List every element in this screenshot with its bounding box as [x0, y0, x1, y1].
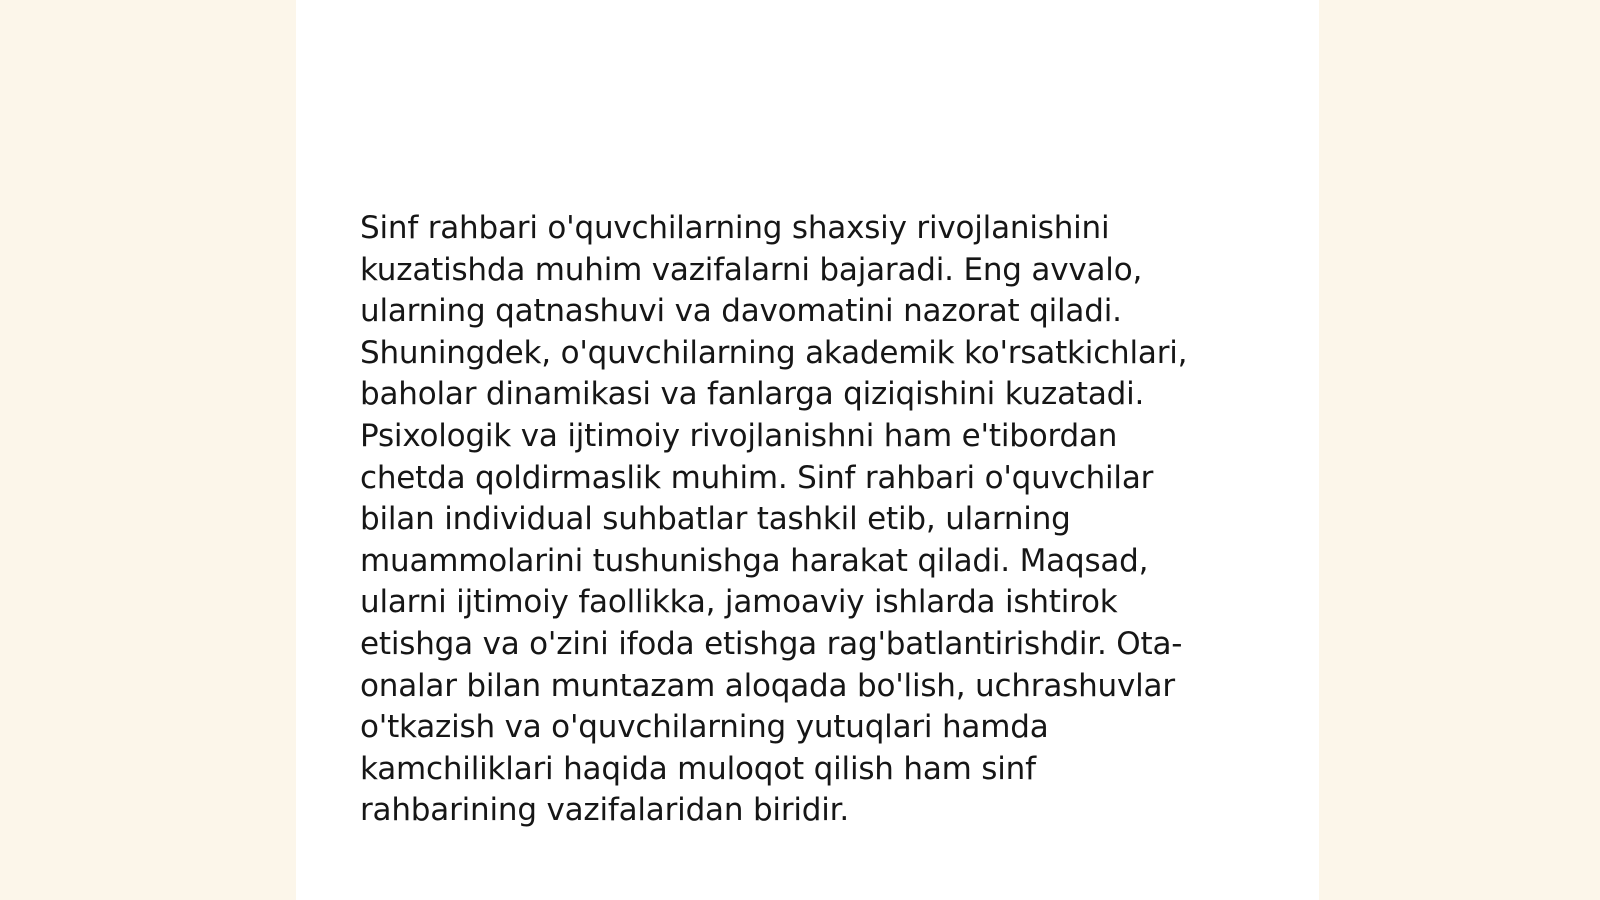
paragraph-line: bilan individual suhbatlar tashkil etib, ularning [360, 501, 1071, 538]
paragraph-line: muammolarini tushunishga harakat qiladi. Maqsad, [360, 542, 1149, 579]
paragraph-line: Shuningdek, o'quvchilarning akademik ko'rsatkichlari, [360, 334, 1188, 371]
paragraph-line: baholar dinamikasi va fanlarga qiziqishini kuzatadi. [360, 376, 1145, 413]
paragraph-line: rahbarining vazifalaridan biridir. [360, 792, 850, 829]
paragraph-line: Psixologik va ijtimoiy rivojlanishni ham e'tibordan [360, 417, 1118, 454]
paragraph-line: etishga va o'zini ifoda etishga rag'batlantirishdir. Ota- [360, 625, 1183, 662]
paragraph-line: kuzatishda muhim vazifalarni bajaradi. Eng avvalo, [360, 251, 1143, 288]
paragraph-line: Sinf rahbari o'quvchilarning shaxsiy rivojlanishini [360, 210, 1110, 246]
paragraph-line: onalar bilan muntazam aloqada bo'lish, uchrashuvlar [360, 667, 1175, 704]
slide-page [296, 0, 1319, 900]
paragraph-line: kamchiliklari haqida muloqot qilish ham sinf [360, 750, 1036, 787]
body-paragraph [360, 208, 1260, 832]
paragraph-line: o'tkazish va o'quvchilarning yutuqlari hamda [360, 709, 1049, 746]
paragraph-line: chetda qoldirmaslik muhim. Sinf rahbari o'quvchilar [360, 459, 1154, 496]
paragraph-line: ularni ijtimoiy faollikka, jamoaviy ishlarda ishtirok [360, 584, 1118, 621]
paragraph-line: ularning qatnashuvi va davomatini nazorat qiladi. [360, 293, 1122, 330]
